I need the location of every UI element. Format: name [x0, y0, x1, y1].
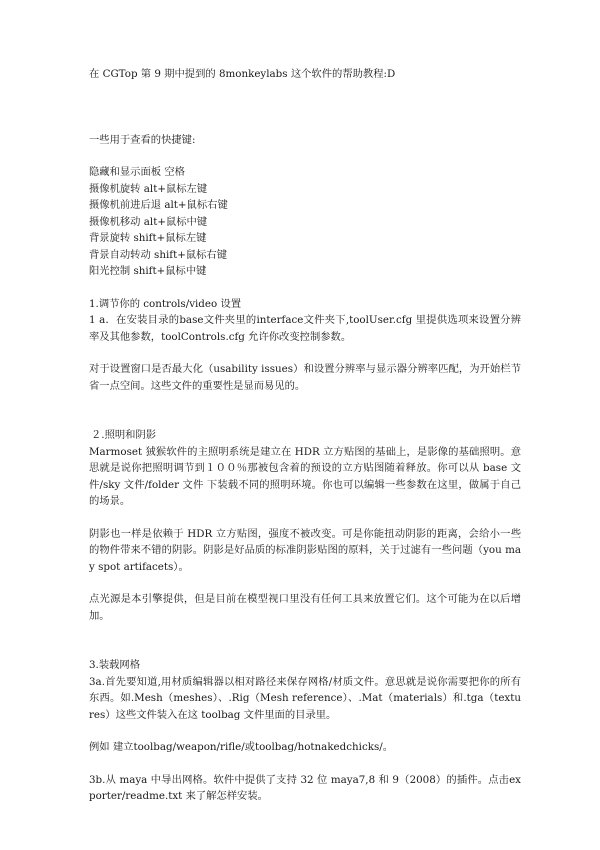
shortcut-list [89, 164, 521, 280]
spacer [89, 83, 521, 116]
section2-paragraph-3: 点光源是本引擎提供，但是目前在模型视口里没有任何工具来放置它们。这个可能为在以后增加。 [89, 593, 521, 622]
spacer [89, 148, 521, 164]
section3-paragraph-2: 例如 建立toolbag/weapon/rifle/或toolbag/hotnakedchicks/。 [89, 741, 393, 753]
shortcut-item: 阳光控制 shift+鼠标中键 [89, 265, 207, 277]
section3-paragraph-3: 3b.从 maya 中导出网格。软件中提供了支持 32 位 maya7,8 和 9（2008）的插件。点击exporter/readme.txt 来了解怎样安装。 [89, 773, 521, 802]
shortcut-item: 摄像机前进后退 alt+鼠标右键 [89, 199, 228, 211]
section2-title: ２.照明和阴影 [91, 429, 157, 441]
spacer [89, 280, 521, 296]
section1-title: 1.调节你的 controls/video 设置 [89, 297, 242, 310]
shortcuts-heading: 一些用于查看的快捷键: [89, 133, 196, 146]
shortcut-item: 摄像机旋转 alt+鼠标左键 [89, 182, 208, 195]
shortcut-item: 隐藏和显示面板 空格 [89, 166, 185, 178]
spacer [89, 756, 521, 772]
document-page [89, 66, 521, 805]
spacer [89, 394, 521, 427]
section1-paragraph-2: 对于设置窗口是否最大化（usability issues）和设置分辨率与显示器分辨率匹配，为开始栏节省一点空间。这些文件的重要性是显而易见的。 [89, 363, 521, 392]
section1-paragraph-1: 1 a．在安装目录的base文件夹里的interface文件夹下,toolUser.cfg 里提供选项来设置分辨率及其他参数，toolControls.cfg 允许你改变控制参数。 [89, 314, 521, 343]
shortcut-item: 摄像机移动 alt+鼠标中键 [89, 215, 208, 228]
spacer [89, 624, 521, 657]
spacer [89, 723, 521, 739]
section3-title: 3.装载网格 [89, 659, 141, 671]
intro-line: 在 CGTop 第 9 期中提到的 8monkeylabs 这个软件的帮助教程:D [89, 68, 396, 80]
shortcut-item: 背景旋转 shift+鼠标左键 [89, 232, 207, 244]
spacer [89, 116, 521, 132]
spacer [89, 575, 521, 591]
section2-paragraph-2: 阴影也一样是依赖于 HDR 立方贴图，强度不被改变。可是你能扭动阴影的距离，会给小一些的物件带来不错的阴影。阴影是好品质的标准阴影贴图的原料，关于过滤有一些问题（you may spot artifacets）。 [89, 527, 521, 573]
spacer [89, 345, 521, 361]
shortcut-item: 背景自动转动 shift+鼠标右键 [89, 248, 228, 261]
section2-paragraph-1: Marmoset 狨猴软件的主照明系统是建立在 HDR 立方贴图的基础上，是影像的基础照明。意思就是说你把照明调节到１００％那被包含着的预设的立方贴图随着释放。你可以从 base 文件/sky 文件/folder 文件 下装载不同的照明环境。你也可以编辑一些参数在这里，做属于自己的场景。 [89, 445, 521, 507]
section3-paragraph-1: 3a.首先要知道,用材质编辑器以相对路径来保存网格/材质文件。意思就是说你需要把你的所有东西。如.Mesh（meshes）、.Rig（Mesh reference）、.Mat（materials）和.tga（textures）这些文件装入在这 toolbag 文件里面的目录里。 [89, 675, 521, 721]
spacer [89, 510, 521, 526]
